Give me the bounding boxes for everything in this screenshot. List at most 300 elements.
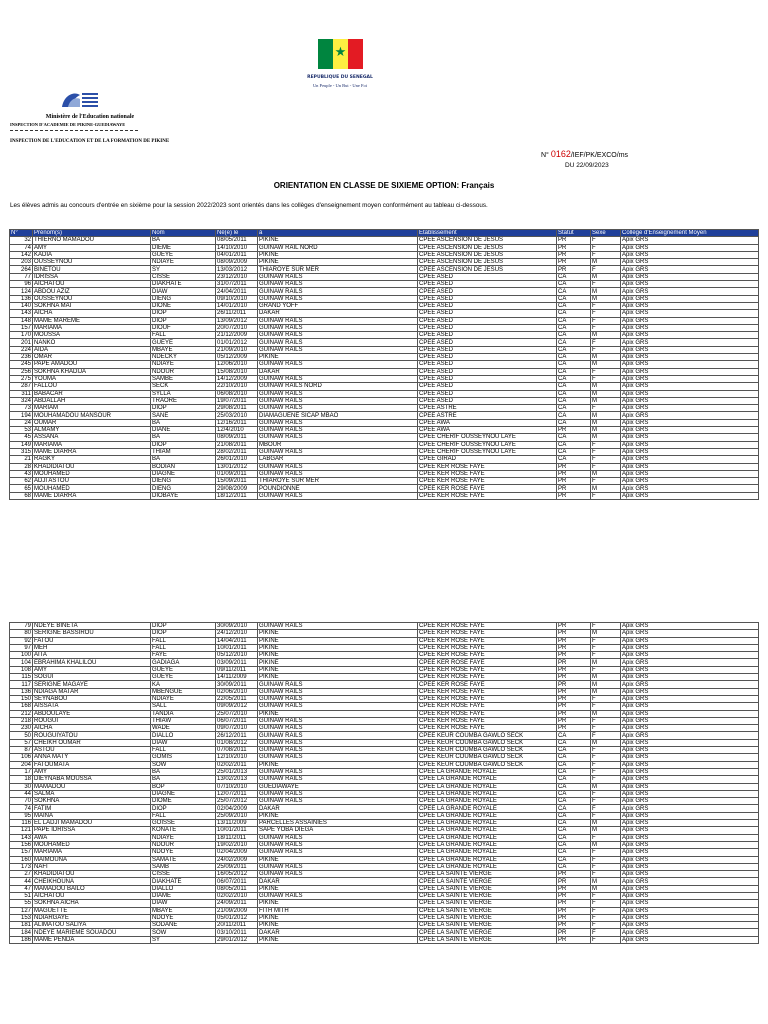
table-cell: ALIMATOU SALIYA	[33, 922, 151, 929]
table-cell: 25/07/2012	[216, 798, 258, 805]
table-row	[10, 623, 759, 630]
table-cell: BA	[151, 768, 216, 775]
table-cell: Apix GRS	[621, 710, 759, 717]
table-cell: CA	[557, 768, 591, 775]
table-row	[10, 695, 759, 702]
table-row	[10, 317, 759, 324]
table-cell: SOKHNA KHADIJA	[33, 368, 151, 375]
table-cell: 08/05/2011	[216, 885, 258, 892]
table-cell: CPEE ASED	[418, 346, 557, 353]
table-cell: SOW	[151, 929, 216, 936]
table-cell: GRAND YOFF	[258, 302, 418, 309]
table-cell: Apix GRS	[621, 448, 759, 455]
table-cell: PR	[557, 922, 591, 929]
table-cell: CPEE KER ROSE FAYE	[418, 681, 557, 688]
table-cell: Apix GRS	[621, 922, 759, 929]
col-header-lastname: Nom	[151, 230, 216, 237]
table-row	[10, 470, 759, 477]
table-cell: F	[591, 266, 621, 273]
table-row	[10, 259, 759, 266]
table-row	[10, 310, 759, 317]
table-cell: GUINAW RAILS	[258, 317, 418, 324]
table-cell: 264	[10, 266, 33, 273]
table-row	[10, 492, 759, 499]
table-cell: 57	[10, 739, 33, 746]
table-cell: Apix GRS	[621, 812, 759, 819]
table-cell: NDIAYE	[151, 695, 216, 702]
table-cell: 287	[10, 383, 33, 390]
table-cell: Apix GRS	[621, 783, 759, 790]
table-cell: GUINAW RAILS	[258, 288, 418, 295]
table-cell: CPEE ASED	[418, 383, 557, 390]
table-cell: ABDOULAYE	[33, 710, 151, 717]
table-cell: F	[591, 907, 621, 914]
table-row	[10, 732, 759, 739]
table-cell: Apix GRS	[621, 630, 759, 637]
table-cell: DIOP	[151, 441, 216, 448]
table-row	[10, 354, 759, 361]
table-cell: F	[591, 863, 621, 870]
table-cell: 153	[10, 914, 33, 921]
table-cell: MBENGUE	[151, 688, 216, 695]
table-cell: DIANE	[151, 427, 216, 434]
table-row	[10, 754, 759, 761]
table-row	[10, 907, 759, 914]
table-cell: M	[591, 397, 621, 404]
table-cell: FAYE	[151, 652, 216, 659]
table-cell: F	[591, 856, 621, 863]
table-cell: CPEE KEUR COUMBA GAWLO SECK	[418, 747, 557, 754]
table-cell: 30/09/2011	[216, 681, 258, 688]
table-cell: 218	[10, 717, 33, 724]
table-cell: 24/02/2009	[216, 856, 258, 863]
table-cell: CPEE LA SAINTE VIERGE	[418, 907, 557, 914]
table-cell: CPEE CHERIF OUSSEYNOU LAYE	[418, 441, 557, 448]
table-cell: F	[591, 463, 621, 470]
table-cell: 136	[10, 688, 33, 695]
table-cell: Apix GRS	[621, 346, 759, 353]
table-row	[10, 456, 759, 463]
table-cell: DIAGNE	[151, 470, 216, 477]
table-cell: Apix GRS	[621, 251, 759, 258]
col-header-status: Statut	[557, 230, 591, 237]
table-row	[10, 776, 759, 783]
table-cell: PIKINE	[258, 354, 418, 361]
table-cell: F	[591, 790, 621, 797]
table-cell: DIOP	[151, 405, 216, 412]
table-cell: PIKINE	[258, 761, 418, 768]
table-cell: 236	[10, 354, 33, 361]
table-cell: FALL	[151, 812, 216, 819]
table-cell: F	[591, 776, 621, 783]
reference-number	[541, 149, 628, 159]
table-cell: CPEE GIRAD	[418, 456, 557, 463]
table-cell: 55	[10, 900, 33, 907]
table-cell: MOUHAMED	[33, 470, 151, 477]
table-row	[10, 805, 759, 812]
table-cell: F	[591, 900, 621, 907]
table-cell: MARIAMA	[33, 849, 151, 856]
col-header-number: N°	[10, 230, 33, 237]
table-cell: GUINAW RAILS	[258, 332, 418, 339]
table-cell: CA	[557, 441, 591, 448]
table-cell: 29/08/2011	[216, 405, 258, 412]
table-cell: CPEE ASCENSION DE JESUS	[418, 251, 557, 258]
table-cell: SODANE	[151, 922, 216, 929]
table-cell: F	[591, 302, 621, 309]
table-cell: 19/02/2010	[216, 841, 258, 848]
table-cell: AWA	[33, 834, 151, 841]
table-cell: CPEE KER ROSE FAYE	[418, 717, 557, 724]
table-cell: F	[591, 747, 621, 754]
table-cell: DIEME	[151, 244, 216, 251]
table-cell: DAKAR	[258, 878, 418, 885]
table-cell: CPEE LA GRANDE ROYALE	[418, 790, 557, 797]
table-cell: M	[591, 383, 621, 390]
table-cell: CPEE LA SAINTE VIERGE	[418, 885, 557, 892]
table-cell: Apix GRS	[621, 834, 759, 841]
table-cell: AICHATOU	[33, 281, 151, 288]
table-cell: DIAW	[151, 288, 216, 295]
table-cell: FALL	[151, 332, 216, 339]
table-cell: PR	[557, 725, 591, 732]
table-cell: Apix GRS	[621, 871, 759, 878]
table-row	[10, 856, 759, 863]
table-cell: CPEE LA GRANDE ROYALE	[418, 776, 557, 783]
table-cell: TANDIA	[151, 710, 216, 717]
table-cell: BABACAR	[33, 390, 151, 397]
table-cell: CPEE LA SAINTE VIERGE	[418, 922, 557, 929]
table-cell: GADIAGA	[151, 659, 216, 666]
republic-name: REPUBLIQUE DU SENEGAL	[307, 75, 373, 80]
table-cell: M	[591, 659, 621, 666]
table-cell: MBAYE	[151, 346, 216, 353]
table-row	[10, 863, 759, 870]
table-cell: M	[591, 674, 621, 681]
table-cell: 25/01/2013	[216, 768, 258, 775]
table-cell: 24/09/2011	[216, 900, 258, 907]
table-cell: 68	[10, 492, 33, 499]
table-row	[10, 885, 759, 892]
col-header-firstname: Prénom(s)	[33, 230, 151, 237]
table-cell: 143	[10, 834, 33, 841]
table-cell: M	[591, 434, 621, 441]
table-cell: Apix GRS	[621, 732, 759, 739]
table-cell: Apix GRS	[621, 324, 759, 331]
table-cell: CISSE	[151, 871, 216, 878]
table-cell: AMY	[33, 244, 151, 251]
table-cell: DIOBAYE	[151, 492, 216, 499]
col-header-school: Etablissement	[418, 230, 557, 237]
table-cell: GUINAW RAILS	[258, 390, 418, 397]
table-row	[10, 251, 759, 258]
table-cell: PIKINE	[258, 914, 418, 921]
table-cell: PIKINE	[258, 637, 418, 644]
table-cell: CPEE LA GRANDE ROYALE	[418, 849, 557, 856]
table-row	[10, 244, 759, 251]
table-cell: DIENG	[151, 478, 216, 485]
table-cell: 62	[10, 478, 33, 485]
table-cell: M	[591, 390, 621, 397]
table-cell: MARIAM	[33, 405, 151, 412]
table-cell: 15/08/2010	[216, 368, 258, 375]
table-cell: Apix GRS	[621, 885, 759, 892]
table-row	[10, 929, 759, 936]
table-cell: F	[591, 812, 621, 819]
table-cell: CPEE KER ROSE FAYE	[418, 644, 557, 651]
table-cell: KA	[151, 681, 216, 688]
table-cell: M	[591, 295, 621, 302]
table-cell: 184	[10, 929, 33, 936]
table-cell: MAME PENDA	[33, 936, 151, 943]
table-cell: CA	[557, 856, 591, 863]
table-cell: GUEDIAWAYE	[258, 783, 418, 790]
table-cell: 09/09/2012	[216, 703, 258, 710]
table-cell: FITH MITH	[258, 907, 418, 914]
orientation-table-2	[9, 622, 759, 944]
table-cell: PR	[557, 710, 591, 717]
table-cell: PIKINE	[258, 674, 418, 681]
table-cell: CA	[557, 798, 591, 805]
table-cell: CA	[557, 405, 591, 412]
table-cell: 01/08/2012	[216, 739, 258, 746]
table-cell: PR	[557, 659, 591, 666]
table-cell: SAMB	[151, 863, 216, 870]
table-row	[10, 390, 759, 397]
table-cell: 05/01/2012	[216, 914, 258, 921]
table-cell: ASSANA	[33, 434, 151, 441]
table-cell: Apix GRS	[621, 317, 759, 324]
table-cell: CA	[557, 412, 591, 419]
table-cell: F	[591, 768, 621, 775]
table-row	[10, 666, 759, 673]
table-cell: 19/07/2011	[216, 397, 258, 404]
table-cell: 08/09/2011	[216, 434, 258, 441]
table-cell: MAME DIARRA	[33, 448, 151, 455]
table-cell: 09/11/2011	[216, 666, 258, 673]
table-cell: 157	[10, 849, 33, 856]
table-cell: PIKINE	[258, 659, 418, 666]
table-cell: 96	[10, 281, 33, 288]
table-row	[10, 798, 759, 805]
table-cell: DAKAR	[258, 805, 418, 812]
table-cell: FATOU	[33, 637, 151, 644]
table-cell: 03/09/2011	[216, 659, 258, 666]
table-cell: OUSSEYNOU	[33, 259, 151, 266]
table-cell: GUINAW RAILS	[258, 492, 418, 499]
orientation-table-1	[9, 229, 759, 500]
table-cell: PR	[557, 427, 591, 434]
table-cell: 275	[10, 375, 33, 382]
table-cell: CA	[557, 863, 591, 870]
table-cell: CPEE ASED	[418, 310, 557, 317]
table-row	[10, 339, 759, 346]
senegal-flag	[318, 39, 363, 69]
table-cell: CPEE KER ROSE FAYE	[418, 463, 557, 470]
table-cell: F	[591, 929, 621, 936]
table-cell: BODIAN	[151, 463, 216, 470]
table-cell: CPEE KER ROSE FAYE	[418, 652, 557, 659]
table-cell: 02/06/2010	[216, 688, 258, 695]
table-cell: BA	[151, 434, 216, 441]
table-cell: GUEYE	[151, 339, 216, 346]
table-cell: PR	[557, 703, 591, 710]
table-cell: CPEE KER ROSE FAYE	[418, 637, 557, 644]
table-cell: CA	[557, 761, 591, 768]
table-cell: GUINAW RAILS	[258, 776, 418, 783]
table-row	[10, 739, 759, 746]
table-cell: NAFI	[33, 863, 151, 870]
table-cell: DAKAR	[258, 368, 418, 375]
table-cell: CPEE ASED	[418, 288, 557, 295]
table-cell: GUINAW RAILS	[258, 790, 418, 797]
table-cell: 156	[10, 841, 33, 848]
table-cell: GOMIS	[151, 754, 216, 761]
table-row	[10, 375, 759, 382]
table-cell: TRAORE	[151, 397, 216, 404]
table-cell: 204	[10, 761, 33, 768]
table-cell: 24/04/2011	[216, 288, 258, 295]
table-cell: 26/12/2011	[216, 732, 258, 739]
table-cell: SALMA	[33, 790, 151, 797]
table-cell: 26/01/2010	[216, 456, 258, 463]
table-cell: GOISSE	[151, 820, 216, 827]
table-cell: F	[591, 717, 621, 724]
table-cell: DIOP	[151, 805, 216, 812]
table-cell: 45	[10, 434, 33, 441]
table-cell: 14/04/2011	[216, 637, 258, 644]
table-cell: AITA	[33, 652, 151, 659]
table-cell: CPEE KER ROSE FAYE	[418, 710, 557, 717]
table-cell: CPEE KER ROSE FAYE	[418, 478, 557, 485]
table-cell: M	[591, 688, 621, 695]
table-cell: 115	[10, 674, 33, 681]
table-cell: SOKHNA AICHA	[33, 900, 151, 907]
table-row	[10, 637, 759, 644]
table-cell: CPEE ASED	[418, 361, 557, 368]
table-cell: BA	[151, 419, 216, 426]
table-cell: NDIAYE	[151, 834, 216, 841]
table-cell: M	[591, 419, 621, 426]
table-cell: MAME MAREME	[33, 317, 151, 324]
table-cell: CA	[557, 805, 591, 812]
table-cell: GUINAW RAILS	[258, 768, 418, 775]
table-cell: PIKINE	[258, 885, 418, 892]
table-cell: CA	[557, 361, 591, 368]
table-row	[10, 747, 759, 754]
table-cell: Apix GRS	[621, 623, 759, 630]
table-cell: CPEE LA SAINTE VIERGE	[418, 871, 557, 878]
table-cell: PIKINE	[258, 644, 418, 651]
table-cell: CPEE ASED	[418, 302, 557, 309]
table-cell: GUINAW RAILS	[258, 324, 418, 331]
table-cell: M	[591, 412, 621, 419]
table-cell: 148	[10, 317, 33, 324]
table-cell: SAMATE	[151, 856, 216, 863]
table-row	[10, 630, 759, 637]
table-cell: PAPE AMADOU	[33, 361, 151, 368]
table-cell: F	[591, 339, 621, 346]
table-cell: CPEE KEUR COUMBA GAWLO SECK	[418, 754, 557, 761]
table-cell: PR	[557, 623, 591, 630]
table-cell: GUINAW RAILS NORD	[258, 383, 418, 390]
table-row	[10, 768, 759, 775]
table-cell: F	[591, 317, 621, 324]
table-cell: KHADIDIATOU	[33, 463, 151, 470]
table-cell: GUINAW RAILS	[258, 448, 418, 455]
table-cell: PR	[557, 878, 591, 885]
table-cell: Apix GRS	[621, 478, 759, 485]
table-cell: SERIGNE MAGAYE	[33, 681, 151, 688]
table-cell: 14/10/2010	[216, 244, 258, 251]
table-cell: F	[591, 448, 621, 455]
table-row	[10, 681, 759, 688]
table-cell: 44	[10, 878, 33, 885]
table-row	[10, 332, 759, 339]
table-cell: 12/10/2010	[216, 754, 258, 761]
table-cell: 106	[10, 754, 33, 761]
table-row	[10, 295, 759, 302]
table-cell: KHADIDIATOU	[33, 871, 151, 878]
table-cell: CPEE ASED	[418, 295, 557, 302]
table-cell: GUINAW RAILS	[258, 849, 418, 856]
table-cell: CPEE LA GRANDE ROYALE	[418, 820, 557, 827]
table-cell: 157	[10, 324, 33, 331]
table-cell: CA	[557, 827, 591, 834]
table-cell: 22/05/2011	[216, 695, 258, 702]
table-cell: CISSE	[151, 273, 216, 280]
table-cell: OMAR	[33, 354, 151, 361]
table-cell: MBAYE	[151, 907, 216, 914]
table-cell: 142	[10, 251, 33, 258]
table-cell: M	[591, 710, 621, 717]
table-row	[10, 419, 759, 426]
table-cell: 47	[10, 885, 33, 892]
table-cell: F	[591, 251, 621, 258]
table-cell: CA	[557, 732, 591, 739]
table-row	[10, 834, 759, 841]
table-cell: GUINAW RAILS	[258, 695, 418, 702]
table-cell: Apix GRS	[621, 659, 759, 666]
table-cell: SOKHNA MAI	[33, 302, 151, 309]
table-cell: IDRISSA	[33, 273, 151, 280]
table-cell: CPEE LA GRANDE ROYALE	[418, 768, 557, 775]
table-cell: Apix GRS	[621, 419, 759, 426]
table-cell: PR	[557, 666, 591, 673]
table-cell: 27	[10, 871, 33, 878]
table-cell: CA	[557, 841, 591, 848]
table-row	[10, 892, 759, 899]
page-title: ORIENTATION EN CLASSE DE SIXIEME OPTION: Français	[273, 181, 495, 190]
table-cell: Apix GRS	[621, 427, 759, 434]
table-cell: 09/07/2010	[216, 725, 258, 732]
table-cell: CPEE KER ROSE FAYE	[418, 470, 557, 477]
table-cell: Apix GRS	[621, 878, 759, 885]
table-cell: M	[591, 820, 621, 827]
table-cell: ADJI ASTOU	[33, 478, 151, 485]
table-cell: F	[591, 492, 621, 499]
table-cell: GUINAW RAILS	[258, 739, 418, 746]
table-cell: Apix GRS	[621, 310, 759, 317]
table-cell: GUINAW RAILS	[258, 732, 418, 739]
table-cell: Apix GRS	[621, 485, 759, 492]
table-cell: 117	[10, 681, 33, 688]
table-cell: Apix GRS	[621, 849, 759, 856]
table-cell: 203	[10, 259, 33, 266]
table-cell: CPEE KER ROSE FAYE	[418, 492, 557, 499]
table-cell: 12/06/2010	[216, 361, 258, 368]
table-cell: CA	[557, 456, 591, 463]
